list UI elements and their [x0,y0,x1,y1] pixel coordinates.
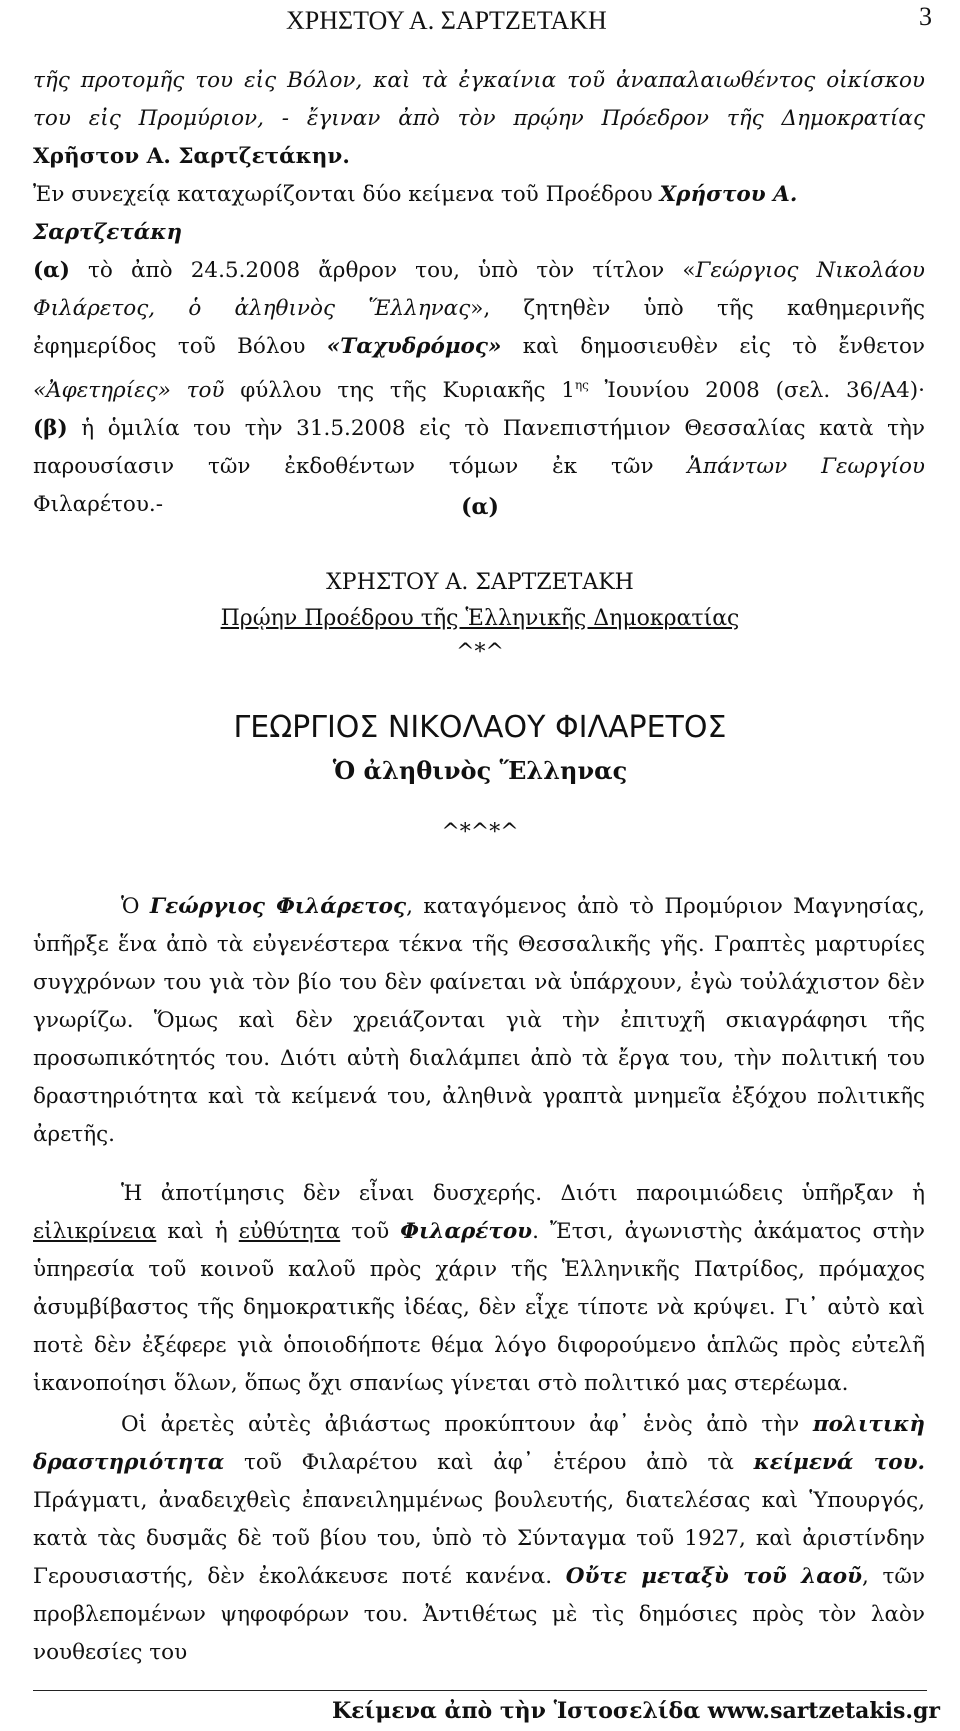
intro-line: Ἐν συνεχείᾳ καταχωρίζονται δύο κείμενα τοῦ Προέδρου Χρήστου Α. Σαρτζετάκη [33,182,798,245]
intro-line: (α) τὸ ἀπὸ 24.5.2008 ἄρθρον του, ὑπὸ τὸν τίτλον «Γεώργιος Νικολάου [33,258,926,283]
intro-line: Φιλαρέτου.- [33,492,163,518]
article-subtitle: Ὁ ἀληθινὸς Ἕλληνας [332,756,628,785]
footer-text: Κείμενα ἀπὸ τὴν Ἱστοσελίδα www.sartzetakis.gr [332,1698,940,1724]
author-name: ΧΡΗΣΤΟΥ Α. ΣΑΡΤΖΕΤΑΚΗ [326,570,634,595]
ornament-separator: ^*^ [456,640,504,665]
intro-line: του εἰς Προμύριον, - ἔγιναν ἀπὸ τὸν πρῴην Πρόεδρον τῆς Δημοκρατίας [33,106,925,131]
page-number: 3 [919,2,932,31]
paragraph-3: Οἱ ἀρετὲς αὐτὲς ἀβιάστως προκύπτουν ἀφ᾽ ἑνὸς ἀπὸ τὴν πολιτικὴ δραστηριότητα τοῦ Φιλαρέτου καὶ ἀφ᾽ ἑτέρου ἀπὸ τὰ κείμενά του. Πράγματι, ἀναδειχθεὶς ἐπανειλημμένως βουλευτής, διατελέσας καὶ Ὑπουργός, κατὰ τὰς δυσμᾶς δὲ τοῦ βίου του, ὑπὸ τὸ Σύνταγμα τοῦ 1927, καὶ ἀριστίνδην Γερουσιαστής, δὲν ἐκολάκευσε ποτέ κανένα. Οὔτε μεταξὺ τοῦ λαοῦ, τῶν προβλεπομένων ψηφοφόρων του. Ἀντιθέτως μὲ τὶς δημόσιες πρὸς τὸν λαὸν νουθεσίες του [33,1412,925,1665]
paragraph-2: Ἡ ἀποτίμησις δὲν εἶναι δυσχερής. Διότι παροιμιώδεις ὑπῆρξαν ἡ εἰλικρίνεια καὶ ἡ εὐθύτητα τοῦ Φιλαρέτου. Ἔτσι, ἀγωνιστὴς ἀκάματος στὴν ὑπηρεσία τοῦ κοινοῦ καλοῦ πρὸς χάριν τῆς Ἑλληνικῆς Πατρίδος, πρόμαχος ἀσυμβίβαστος τῆς δημοκρατικῆς ἰδέας, δὲν εἶχε τίποτε νὰ κρύψει. Γι᾽ αὐτὸ καὶ ποτὲ δὲν ἐξέφερε γιὰ ὁποιοδήποτε θέμα λόγο διφορούμενο ἁπλῶς πρὸς εὐτελῆ ἱκανοποίησι ὅλων, ὅπως ὄχι σπανίως γίνεται στὸ πολιτικό μας στερέωμα. [33,1181,925,1396]
intro-line: Φιλάρετος, ὁ ἀληθινὸς Ἕλληνας», ζητηθὲν ὑπὸ τῆς καθημερινῆς [33,296,925,321]
intro-line: ἐφημερίδος τοῦ Βόλου «Ταχυδρόμος» καὶ δημοσιευθὲν εἰς τὸ ἔνθετον [33,334,925,359]
intro-line: παρουσίασιν τῶν ἐκδοθέντων τόμων ἐκ τῶν Ἁπάντων Γεωργίου [33,454,925,480]
ornament-separator: ^*^*^ [441,820,519,845]
intro-line: Χρῆστον Α. Σαρτζετάκην. [33,144,350,169]
intro-block [33,62,925,524]
footer-divider [33,1690,927,1691]
intro-line: «Ἀφετηρίες» τοῦ φύλλου της τῆς Κυριακῆς $1^{\eta\varsigma}$ Ἰουνίου 2008 (σελ. 36/Α4)· [33,378,925,404]
author-title: Πρῴην Προέδρου τῆς Ἑλληνικῆς Δημοκρατίας [220,606,740,631]
paragraph-1: Ὁ Γεώργιος Φιλάρετος, καταγόμενος ἀπὸ τὸ Προμύριον Μαγνησίας, ὑπῆρξε ἕνα ἀπὸ τὰ εὐγενέστερα τέκνα τῆς Θεσσαλικῆς γῆς. Γραπτὲς μαρτυρίες συγχρόνων του γιὰ τὸν βίο του δὲν φαίνεται νὰ ὑπάρχουν, ἐγὼ τοὐλάχιστον δὲν γνωρίζω. Ὅμως καὶ δὲν χρειάζονται γιὰ τὴν ἐπιτυχῆ σκιαγράφησι τῆς προσωπικότητός του. Διότι αὐτὴ διαλάμπει ἀπὸ τὰ ἔργα του, τὴν πολιτική του δραστηριότητα καὶ τὰ κείμενά του, ἀληθινὰ γραπτὰ μνημεῖα ἐξόχου πολιτικῆς ἀρετῆς. [33,894,926,1147]
intro-line: (β) ἡ ὁμιλία του τὴν 31.5.2008 εἰς τὸ Πανεπιστήμιον Θεσσαλίας κατὰ τὴν [33,416,925,442]
running-head: ΧΡΗΣΤΟΥ Α. ΣΑΡΤΖΕΤΑΚΗ [286,6,607,35]
article-title: ΓΕΩΡΓΙΟΣ ΝΙΚΟΛΑΟΥ ΦΙΛΑΡΕΤΟΣ [233,710,727,745]
intro-line: τῆς προτομῆς του εἰς Βόλον, καὶ τὰ ἐγκαίνια τοῦ ἀναπαλαιωθέντος οἰκίσκου [33,68,925,93]
section-label: (α) [461,494,499,520]
